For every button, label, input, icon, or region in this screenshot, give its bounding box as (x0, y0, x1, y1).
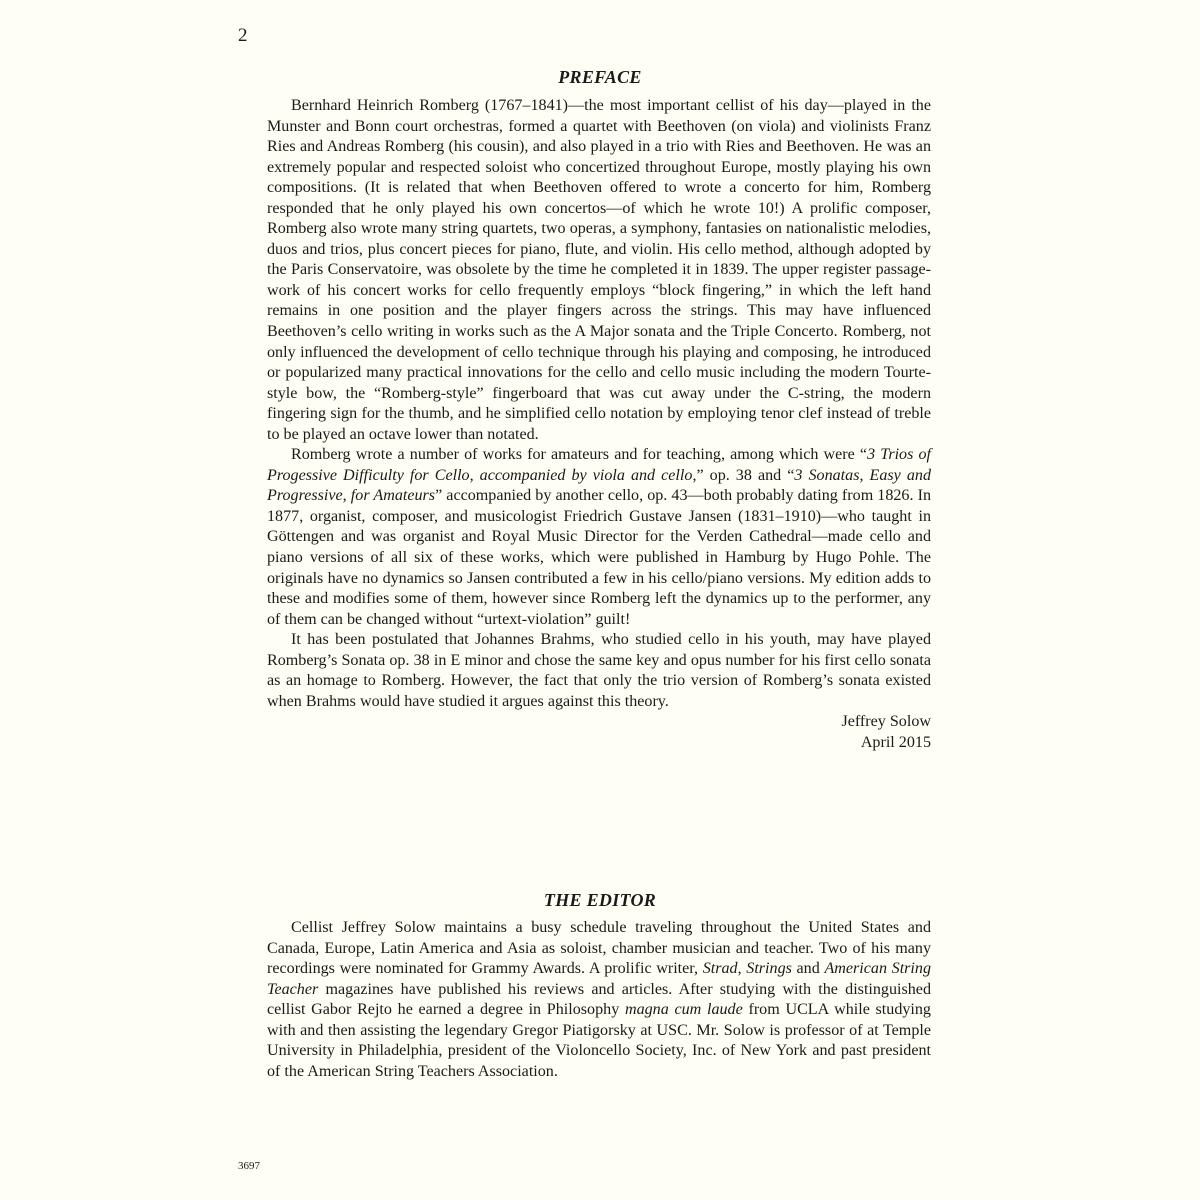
preface-paragraph-2 (267, 445, 931, 630)
sonatas-title: 3 Sonatas, Easy and Progressive, for Amateurs (267, 466, 931, 505)
editor-paragraph (267, 918, 931, 1082)
trios-title: 3 Trios of Progessive Difficulty for Cello, accompanied by viola and cello (267, 446, 932, 484)
editor-text-3: from UCLA while studying with and then assisting the legendary Gregor Piatigorsky at USC. Mr. Solow is professor of at Temple University in Philadelphia, president of the Violoncello Society, Inc. of New York and past president of the American String Teachers Association. (267, 1001, 931, 1080)
magna-cum-laude: magna cum laude (624, 1001, 743, 1019)
editor-text-1: Cellist Jeffrey Solow maintains a busy schedule traveling throughout the United States and Canada, Europe, Latin America and Asia as soloist, chamber musician and teacher. Two of his many recordings were nominated for Grammy Awards. A prolific writer, (267, 919, 931, 978)
preface-body (267, 96, 931, 754)
page-code: 3697 (238, 1160, 260, 1172)
editor-comma: , (737, 960, 747, 978)
ast-title: American String Teacher (267, 960, 932, 998)
signature-name: Jeffrey Solow (841, 713, 931, 731)
signature-date: April 2015 (860, 733, 931, 751)
editor-body (267, 918, 931, 1082)
preface-paragraph-3: It has been postulated that Johannes Brahms, who studied cello in his youth, may have played Romberg’s Sonata op. 38 in E minor and chose the same key and opus number for his first cello sonata as an homage to Romberg. However, the fact that only the trio version of Romberg’s sonata existed when Brahms would have studied it argues against this theory. (267, 631, 931, 710)
editor-heading: THE EDITOR (543, 890, 657, 910)
page-number: 2 (238, 25, 248, 46)
editor-and: and (791, 960, 825, 978)
preface-p2-text-2: ,” op. 38 and “ (692, 466, 795, 484)
preface-p2-text-3: ” accompanied by another cello, op. 43—both probably dating from 1826. In 1877, organist, composer, and musicologist Friedrich Gustave Jansen (1831–1910)—who taught in Göttengen and was organist and Royal Music Director for the Verden Cathedral—made cello and piano versions of all six of these works, which were published in Hamburg by Hugo Pohle. The originals have no dynamics so Jansen contributed a few in his cello/piano versions. My edition adds to these and modifies some of them, however since Romberg left the dynamics up to the performer, any of them can be changed without “urtext-violation” guilt! (267, 487, 932, 628)
strings-title: Strings (746, 960, 792, 978)
editor-text-2: magazines have published his reviews and articles. After studying with the distinguished cellist Gabor Rejto he earned a degree in Philosophy (267, 980, 931, 1019)
preface-paragraph-1: Bernhard Heinrich Romberg (1767–1841)—the most important cellist of his day—played in the Munster and Bonn court orchestras, formed a quartet with Beethoven (on viola) and violinists Franz Ries and Andreas Romberg (his cousin), and also played in a trio with Ries and Beethoven. He was an extremely popular and respected soloist who concertized throughout Europe, mostly playing his own compositions. (It is related that when Beethoven offered to wrote a concerto for him, Romberg responded that he only played his own concertos—of which he wrote 10!) A prolific composer, Romberg also wrote many string quartets, two operas, a symphony, fantasies on nationalistic melodies, duos and trios, plus concert pieces for piano, flute, and violin. His cello method, although adopted by the Paris Conservatoire, was obsolete by the time he completed it in 1839. The upper register passage-work of his concert works for cello frequently employs “block fingering,” in which the left hand remains in one position and the player fingers across the strings. This may have influenced Beethoven’s cello writing in works such as the A Major sonata and the Triple Concerto. Romberg, not only influenced the development of cello technique through his playing and composing, he introduced or popularized many practical innovations for the cello and cello music including the modern Tourte-style bow, the “Romberg-style” fingerboard that was cut away under the C-string, the modern fingering sign for the thumb, and he simplified cello notation by employing tenor clef instead of treble to be played an octave lower than notated. (267, 97, 931, 443)
strad-title: Strad (702, 960, 738, 978)
preface-heading: PREFACE (558, 67, 642, 87)
preface-p2-text-1: Romberg wrote a number of works for amateurs and for teaching, among which were “ (291, 446, 868, 464)
